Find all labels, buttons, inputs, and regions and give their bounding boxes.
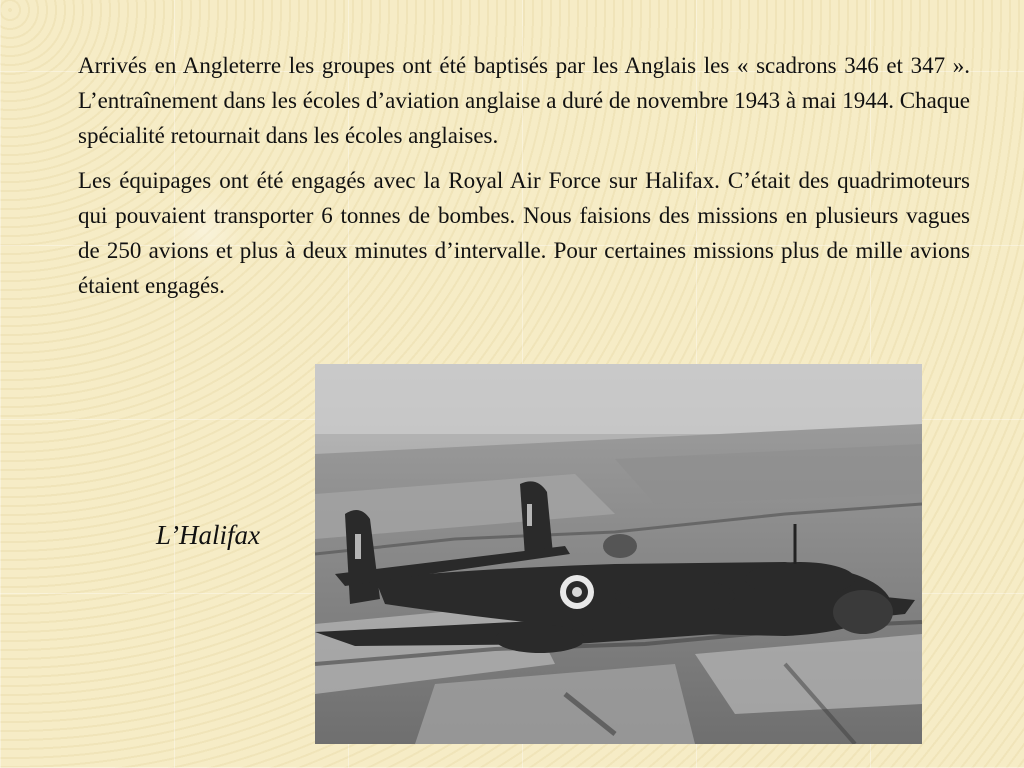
paragraph-missions: Les équipages ont été engagés avec la Royal Air Force sur Halifax. C’était des quadrimoteurs qui pouvaient transporter 6 tonnes de bombes. Nous faisions des missions en plusieurs vagues de 250 avions et plus à deux minutes d’intervalle. Pour certaines missions plus de mille avions étaient engagés. bbox=[78, 168, 970, 298]
paragraph-arrival: Arrivés en Angleterre les groupes ont été baptisés par les Anglais les « scadrons 346 et 347 ». L’entraînement dans les écoles d’aviation anglaise a duré de novembre 1943 à mai 1944. Chaque spécialité retournait dans les écoles anglaises. bbox=[78, 53, 970, 148]
halifax-bomber-photo bbox=[315, 364, 922, 744]
body-text bbox=[78, 48, 970, 313]
photo-caption: L’Halifax bbox=[156, 520, 260, 550]
